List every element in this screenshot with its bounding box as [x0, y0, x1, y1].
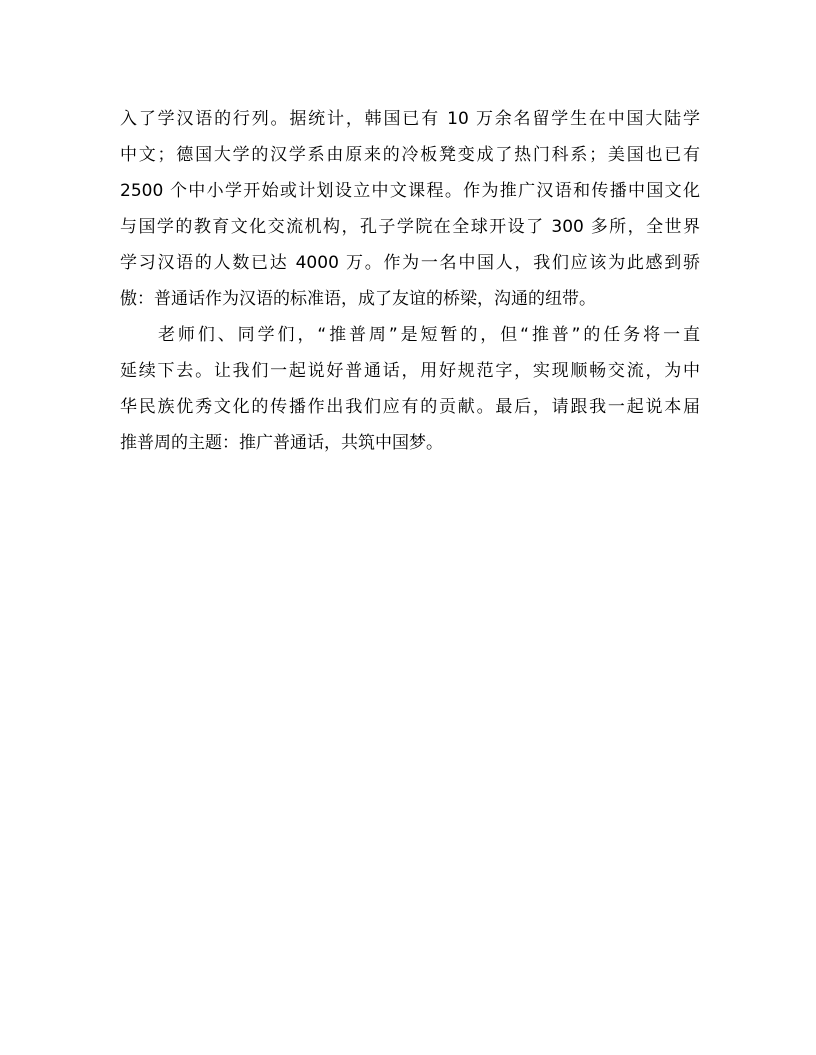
text-line: 华民族优秀文化的传播作出我们应有的贡献。最后，请跟我一起说本届	[120, 397, 700, 417]
text-line: 中文；德国大学的汉学系由原来的冷板凳变成了热门科系；美国也已有	[120, 145, 700, 165]
paragraph-1	[120, 101, 700, 317]
paragraph-2	[120, 317, 700, 461]
text-line: 推普周的主题：推广普通话，共筑中国梦。	[120, 433, 443, 453]
text-line: 与国学的教育文化交流机构，孔子学院在全球开设了 300 多所，全世界	[120, 217, 700, 237]
document-body	[120, 101, 700, 461]
text-line: 傲：普通话作为汉语的标准语，成了友谊的桥梁，沟通的纽带。	[120, 289, 596, 309]
text-line: 延续下去。让我们一起说好普通话，用好规范字，实现顺畅交流，为中	[120, 361, 700, 381]
text-line: 老师们、同学们，“推普周”是短暂的，但“推普”的任务将一直	[158, 325, 700, 345]
text-line: 入了学汉语的行列。据统计，韩国已有 10 万余名留学生在中国大陆学	[120, 109, 700, 129]
text-line: 2500 个中小学开始或计划设立中文课程。作为推广汉语和传播中国文化	[120, 181, 700, 201]
text-line: 学习汉语的人数已达 4000 万。作为一名中国人，我们应该为此感到骄	[120, 253, 700, 273]
